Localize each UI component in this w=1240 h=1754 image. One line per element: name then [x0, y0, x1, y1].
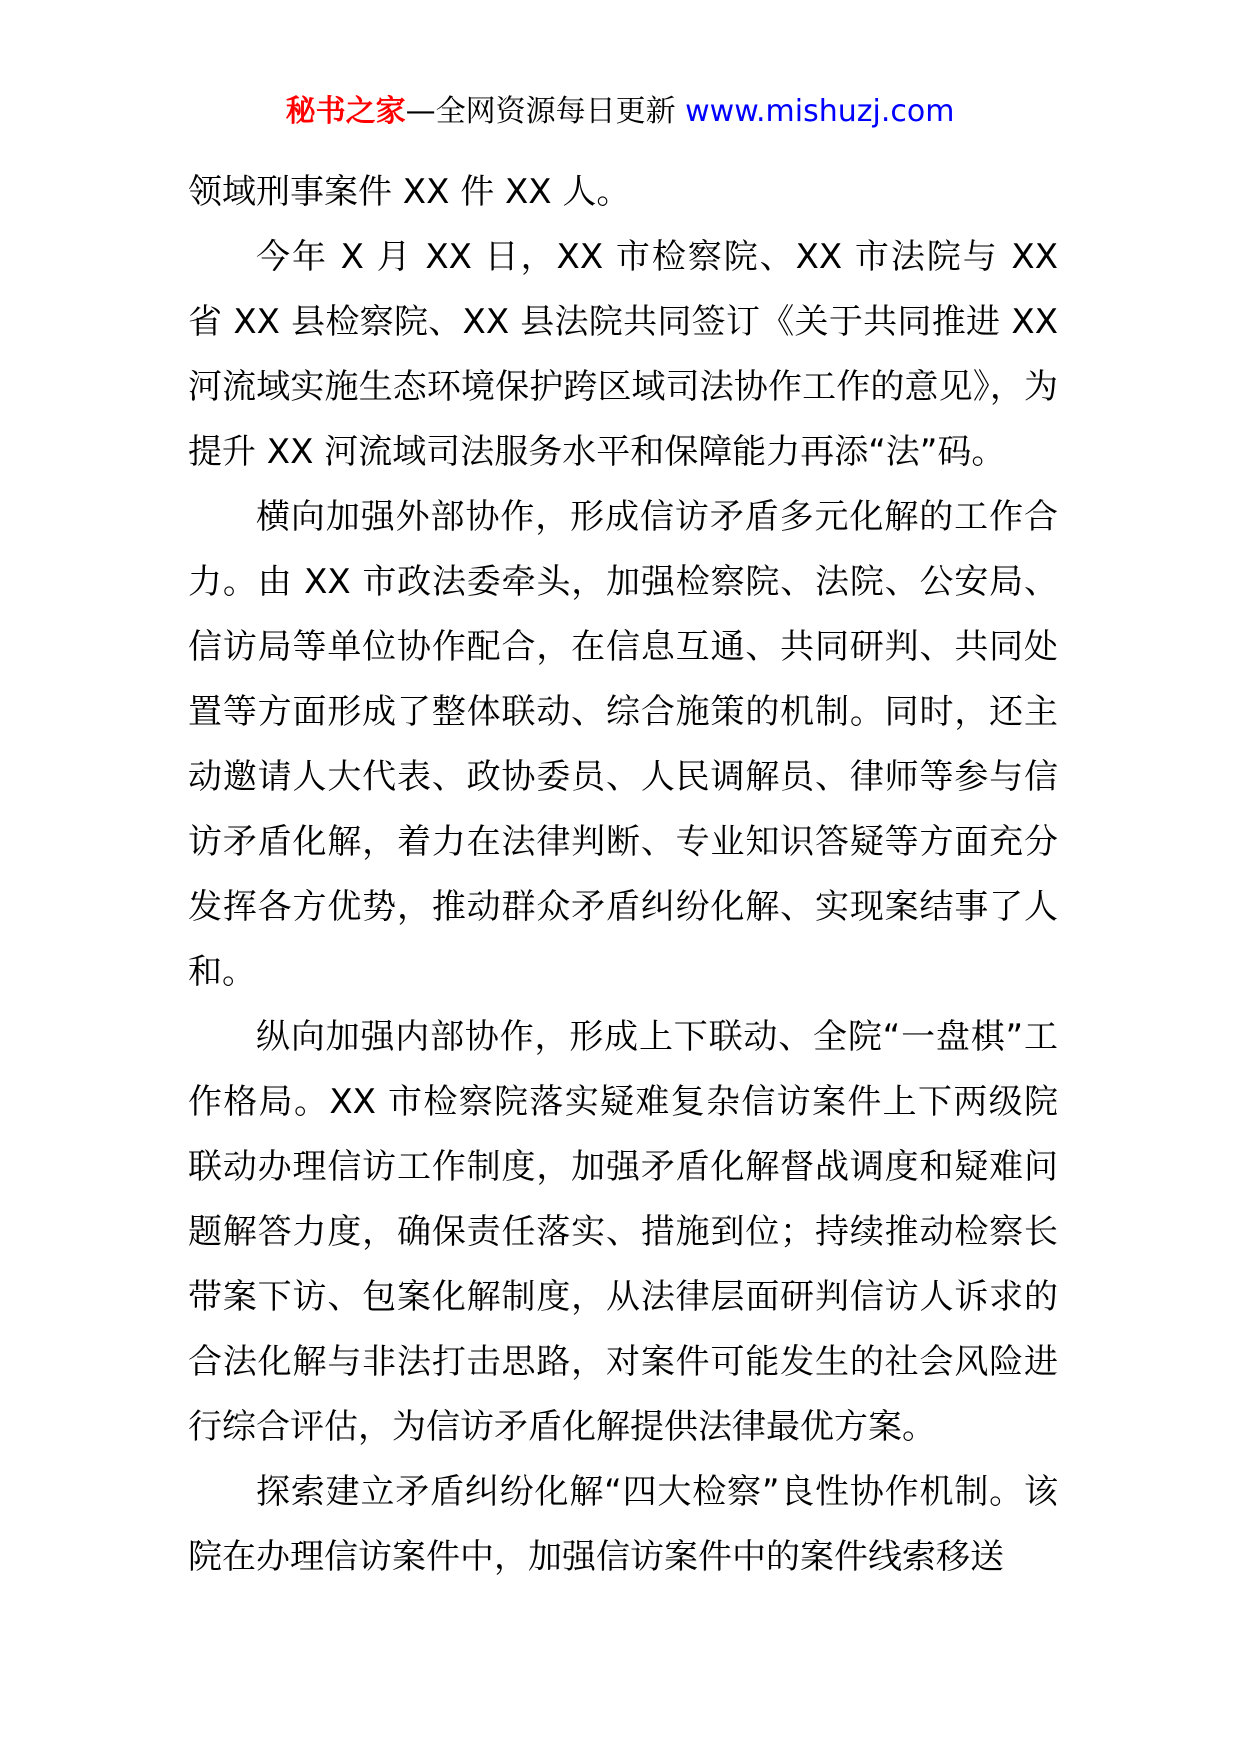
document-body [188, 160, 1058, 1590]
site-brand: 秘书之家 [285, 94, 406, 129]
site-tagline: —全网资源每日更新 [405, 94, 686, 129]
site-url-link[interactable]: www.mishuzj.com [685, 94, 955, 129]
paragraph: 横向加强外部协作，形成信访矛盾多元化解的工作合力。由 XX 市政法委牵头，加强检察院、法院、公安局、信访局等单位协作配合，在信息互通、共同研判、共同处置等方面形成了整体联动、综合施策的机制。同时，还主动邀请人大代表、政协委员、人民调解员、律师等参与信访矛盾化解，着力在法律判断、专业知识答疑等方面充分发挥各方优势，推动群众矛盾纠纷化解、实现案结事了人和。 [188, 497, 1058, 992]
paragraph: 纵向加强内部协作，形成上下联动、全院“一盘棋”工作格局。XX 市检察院落实疑难复杂信访案件上下两级院联动办理信访工作制度，加强矛盾化解督战调度和疑难问题解答力度，确保责任落实、措施到位；持续推动检察长带案下访、包案化解制度，从法律层面研判信访人诉求的合法化解与非法打击思路，对案件可能发生的社会风险进行综合评估，为信访矛盾化解提供法律最优方案。 [188, 1017, 1058, 1447]
paragraph-continuation: 领域刑事案件 XX 件 XX 人。 [188, 172, 631, 212]
paragraph: 探索建立矛盾纠纷化解“四大检察”良性协作机制。该院在办理信访案件中，加强信访案件中的案件线索移送 [188, 1472, 1058, 1577]
site-header [0, 92, 1240, 132]
paragraph: 今年 X 月 XX 日，XX 市检察院、XX 市法院与 XX 省 XX 县检察院、XX 县法院共同签订《关于共同推进 XX 河流域实施生态环境保护跨区域司法协作工作的意见》，为提升 XX 河流域司法服务水平和保障能力再添“法”码。 [188, 237, 1058, 472]
